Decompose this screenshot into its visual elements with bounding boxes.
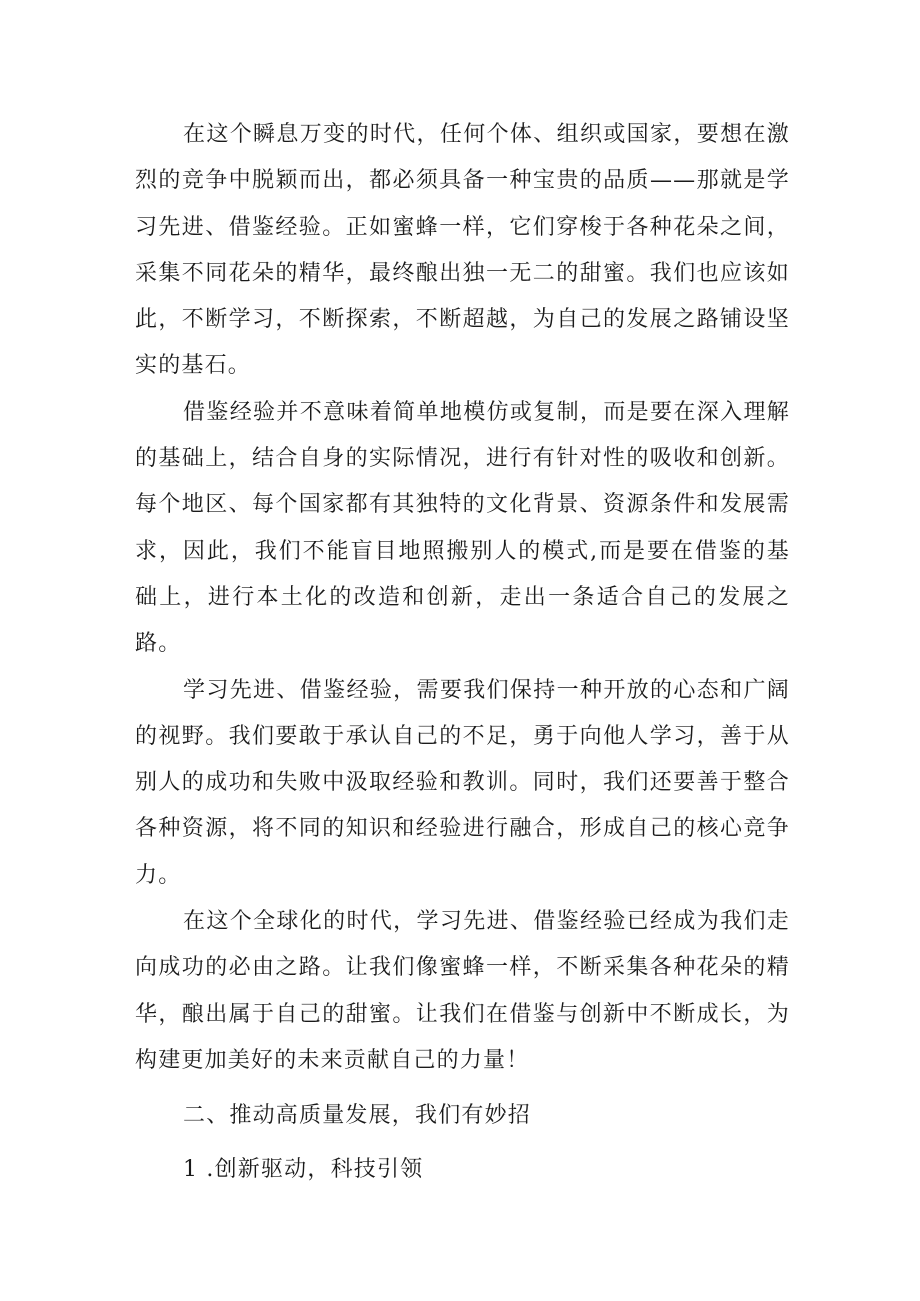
body-paragraph: 借鉴经验并不意味着简单地模仿或复制，而是要在深入理解的基础上，结合自身的实际情况，进行有针对性的吸收和创新。每个地区、每个国家都有其独特的文化背景、资源条件和发展需求，因此，我们不能盲目地照搬别人的模式,而是要在借鉴的基础上，进行本土化的改造和创新，走出一条适合自己的发展之路。 — [135, 399, 790, 657]
document-page — [135, 112, 790, 1193]
body-paragraph: 学习先进、借鉴经验，需要我们保持一种开放的心态和广阔的视野。我们要敢于承认自己的不足，勇于向他人学习，善于从别人的成功和失败中汲取经验和教训。同时，我们还要善于整合各种资源，将不同的知识和经验进行融合，形成自己的核心竞争力。 — [135, 677, 790, 888]
section-heading: 二、推动高质量发展，我们有妙招 — [183, 1103, 532, 1129]
body-paragraph: 在这个全球化的时代，学习先进、借鉴经验已经成为我们走向成功的必由之路。让我们像蜜蜂一样，不断采集各种花朵的精华，酿出属于自己的甜蜜。让我们在借鉴与创新中不断成长，为构建更加美好的未来贡献自己的力量！ — [135, 909, 790, 1073]
subsection-heading: 1 .创新驱动，科技引领 — [183, 1157, 424, 1183]
body-paragraph: 在这个瞬息万变的时代，任何个体、组织或国家，要想在激烈的竞争中脱颖而出，都必须具备一种宝贵的品质——那就是学习先进、借鉴经验。正如蜜蜂一样，它们穿梭于各种花朵之间，采集不同花朵的精华，最终酿出独一无二的甜蜜。我们也应该如此，不断学习，不断探索，不断超越，为自己的发展之路铺设坚实的基石。 — [135, 122, 790, 379]
